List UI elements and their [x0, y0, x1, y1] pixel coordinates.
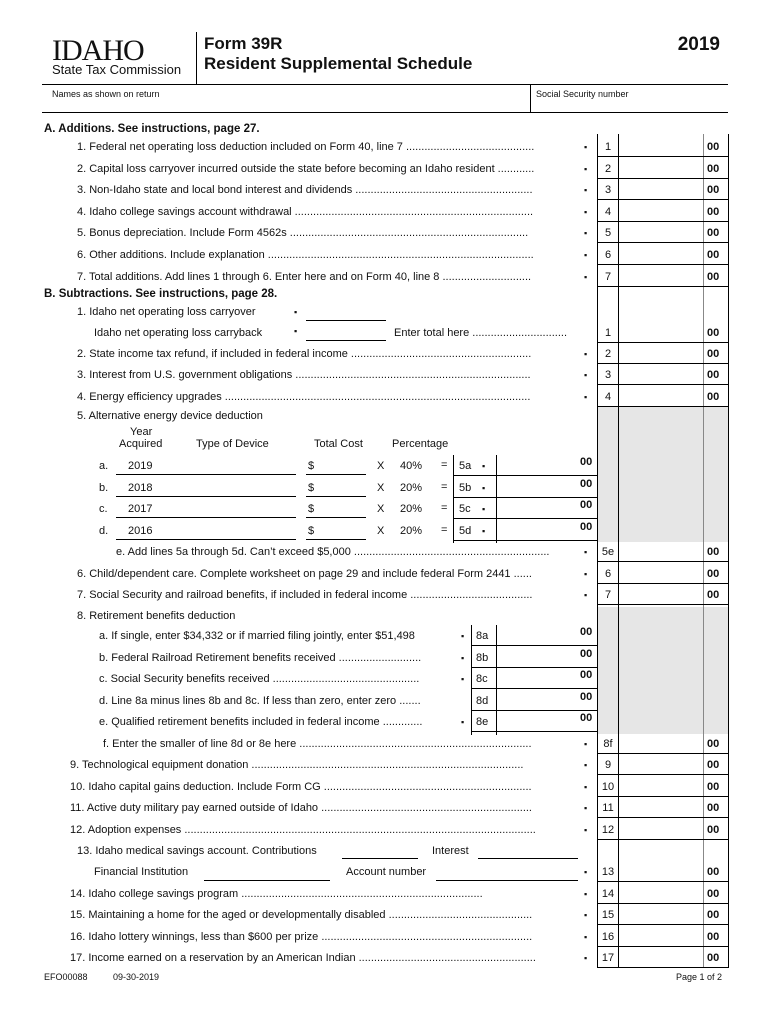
- line-b7-number: 7: [604, 589, 612, 601]
- line-b14-cents: 00: [707, 888, 720, 900]
- bullet: ▪: [584, 547, 588, 557]
- inner-num-line-5: [453, 455, 454, 543]
- line-8b-label: b. Federal Railroad Retirement benefits received ...........................: [99, 651, 422, 664]
- line-b17-label: 17. Income earned on a reservation by an American Indian ..........................................................: [70, 951, 536, 964]
- row-rule: [597, 881, 728, 882]
- line-b16-label: 16. Idaho lottery winnings, less than $600 per prize .....................................................................: [70, 930, 533, 943]
- bullet: ▪: [584, 803, 588, 813]
- line-5a-cents: 00: [580, 456, 593, 468]
- line-5-letter: a.: [99, 460, 109, 472]
- equals-sign: =: [441, 480, 448, 493]
- line-b16-cents: 00: [707, 930, 720, 943]
- bullet: ▪: [482, 504, 486, 514]
- row-rule: [597, 967, 728, 968]
- line-a6-cents: 00: [707, 249, 720, 261]
- row-rule: [597, 406, 728, 407]
- line-a4-cents: 00: [707, 205, 720, 218]
- line-b12-amount-field[interactable]: [622, 820, 702, 838]
- msa-interest-field[interactable]: [478, 858, 578, 859]
- line-b3-amount-field[interactable]: [622, 365, 702, 383]
- line-a7-label: 7. Total additions. Add lines 1 through 6. Enter here and on Form 40, line 8 .............................: [77, 270, 532, 283]
- percentage: 20%: [400, 481, 423, 494]
- total-cost-field[interactable]: [306, 496, 366, 497]
- line-5d-amount-field[interactable]: [498, 521, 574, 539]
- line-b4-cents: 00: [707, 390, 720, 403]
- line-a2-number: 2: [604, 162, 612, 175]
- line-5-year: 2016: [128, 524, 153, 537]
- percentage: 40%: [400, 460, 423, 472]
- line-b1-number: 1: [604, 327, 612, 339]
- line-b16-amount-field[interactable]: [622, 927, 702, 945]
- row-rule: [471, 710, 597, 711]
- total-cost-field[interactable]: [306, 474, 366, 475]
- line-a1-amount-field[interactable]: [622, 137, 702, 155]
- line-8c-amount-field[interactable]: [498, 669, 574, 687]
- total-cost-field[interactable]: [306, 517, 366, 518]
- bullet: ▪: [584, 370, 588, 381]
- row-rule: [597, 753, 728, 754]
- line-b7-cents: 00: [707, 589, 720, 601]
- bullet: ▪: [461, 631, 465, 641]
- line-5d-number: 5d: [459, 524, 472, 537]
- line-b16-number: 16: [601, 930, 615, 943]
- line-5-year: 2019: [128, 460, 153, 472]
- line-b2-cents: 00: [707, 348, 720, 360]
- line-a3-label: 3. Non-Idaho state and local bond interest and dividends ..........................................................: [77, 184, 533, 197]
- row-rule: [453, 540, 597, 541]
- names-label: Names as shown on return: [52, 89, 160, 99]
- header-bottom-rule: [42, 112, 728, 113]
- line-a3-cents: 00: [707, 184, 720, 197]
- bullet: ▪: [584, 824, 588, 835]
- shaded-area-8: [597, 607, 728, 734]
- line-b13-cents: 00: [707, 866, 720, 878]
- line-a5-cents: 00: [707, 227, 720, 240]
- financial-institution-field[interactable]: [204, 880, 330, 881]
- line-8b-number: 8b: [476, 651, 489, 664]
- form-title: [204, 34, 472, 74]
- line-a7-number: 7: [604, 270, 612, 283]
- line-8c-cents: 00: [580, 669, 593, 681]
- row-rule: [597, 199, 728, 200]
- line-b3-number: 3: [604, 369, 612, 382]
- device-type-field[interactable]: [116, 517, 296, 518]
- line-5b-number: 5b: [459, 481, 472, 494]
- line-a1-label: 1. Federal net operating loss deduction included on Form 40, line 7 ..........................................: [77, 141, 535, 153]
- bullet: ▪: [461, 674, 465, 684]
- line-b10-label: 10. Idaho capital gains deduction. Include Form CG ....................................................................: [70, 780, 532, 793]
- form-number: Form 39R: [204, 34, 283, 53]
- line-b5e-number: 5e: [601, 546, 615, 558]
- line-a4-label: 4. Idaho college savings account withdrawal ..............................................................................: [77, 205, 534, 218]
- header-rule: [42, 84, 728, 85]
- row-rule: [597, 242, 728, 243]
- line-a3-amount-field[interactable]: [622, 180, 702, 198]
- line-b12-number: 12: [601, 823, 615, 836]
- line-5d-cents: 00: [580, 520, 593, 533]
- line-8c-number: 8c: [476, 673, 488, 685]
- bullet: ▪: [584, 185, 588, 196]
- bullet: ▪: [482, 525, 486, 536]
- line-8d-label: d. Line 8a minus lines 8b and 8c. If less than zero, enter zero .......: [99, 694, 421, 707]
- bullet: ▪: [294, 307, 298, 317]
- row-rule: [597, 384, 728, 385]
- device-type-field[interactable]: [116, 496, 296, 497]
- form-code: EFO00088: [44, 972, 88, 982]
- row-rule: [453, 518, 597, 519]
- form-name: Resident Supplemental Schedule: [204, 54, 473, 73]
- bullet: ▪: [461, 717, 465, 727]
- row-rule: [597, 817, 728, 818]
- dollar-sign: $: [308, 481, 315, 494]
- bullet: ▪: [584, 781, 588, 792]
- agency-name: State Tax Commission: [52, 62, 182, 77]
- row-rule: [597, 221, 728, 222]
- line-b5-label: 5. Alternative energy device deduction: [77, 410, 263, 422]
- line-b9-number: 9: [604, 759, 612, 771]
- col-type: Type of Device: [196, 438, 269, 450]
- ssn-divider: [530, 84, 531, 112]
- page-number: Page 1 of 2: [676, 972, 723, 982]
- line-b2-amount-field[interactable]: [622, 344, 702, 362]
- line-a6-number: 6: [604, 249, 612, 261]
- times-sign: X: [377, 524, 385, 537]
- line-b10-number: 10: [601, 780, 615, 793]
- row-rule: [597, 286, 728, 287]
- line-8e-cents: 00: [580, 712, 593, 724]
- bullet: ▪: [584, 931, 588, 942]
- dollar-sign: $: [308, 524, 315, 537]
- line-b8f-amount-field[interactable]: [622, 734, 702, 752]
- line-a5-label: 5. Bonus depreciation. Include Form 4562s ..............................................................................: [77, 227, 529, 240]
- line-b15-amount-field[interactable]: [622, 905, 702, 923]
- line-b17-cents: 00: [707, 951, 720, 964]
- line-5-year: 2018: [128, 481, 153, 494]
- ssn-field[interactable]: [540, 98, 720, 112]
- line-b3-cents: 00: [707, 369, 720, 382]
- line-5-year: 2017: [128, 503, 153, 515]
- nol-carryback-field[interactable]: [306, 340, 386, 341]
- line-8b-cents: 00: [580, 647, 593, 660]
- line-b12-label: 12. Adoption expenses ...................................................................................................................: [70, 823, 536, 836]
- line-b10-cents: 00: [707, 780, 720, 793]
- line-b3-label: 3. Interest from U.S. government obligations .............................................................................: [77, 369, 531, 382]
- line-b11-label: 11. Active duty military pay earned outside of Idaho .....................................................................: [70, 802, 532, 814]
- line-8d-amount-field[interactable]: [498, 691, 574, 709]
- line-b1-carryover-label: 1. Idaho net operating loss carryover: [77, 306, 256, 318]
- line-5c-number: 5c: [459, 503, 471, 515]
- col-pct: Percentage: [392, 438, 449, 450]
- line-b1-cents: 00: [707, 327, 720, 339]
- line-a3-number: 3: [604, 184, 612, 197]
- line-b14-number: 14: [601, 888, 615, 900]
- amount-column-line: [618, 134, 619, 968]
- cents-column-line: [703, 134, 704, 968]
- line-b5e-amount-field[interactable]: [622, 542, 702, 560]
- line-b8f-cents: 00: [707, 738, 720, 750]
- times-sign: X: [377, 460, 385, 472]
- bullet: ▪: [584, 250, 588, 260]
- line-b11-cents: 00: [707, 802, 720, 814]
- line-b8f-number: 8f: [603, 738, 613, 750]
- line-a6-label: 6. Other additions. Include explanation .......................................................................................: [77, 249, 534, 261]
- equals-sign: =: [441, 459, 448, 471]
- row-rule: [597, 561, 728, 562]
- line-b8-label: 8. Retirement benefits deduction: [77, 610, 236, 622]
- device-type-field[interactable]: [116, 539, 296, 540]
- row-rule: [597, 774, 728, 775]
- col-year-2: Acquired: [119, 438, 163, 450]
- percentage: 20%: [400, 524, 423, 537]
- inner-amount-line-5: [496, 455, 497, 543]
- line-a2-cents: 00: [707, 162, 720, 175]
- bullet: ▪: [482, 461, 486, 471]
- row-rule: [453, 497, 597, 498]
- line-a7-amount-field[interactable]: [622, 267, 702, 285]
- bullet: ▪: [584, 391, 588, 402]
- bullet: ▪: [584, 228, 588, 239]
- section-b-title: B. Subtractions. See instructions, page 28.: [44, 288, 278, 300]
- bullet: ▪: [584, 349, 588, 359]
- line-b7-amount-field[interactable]: [622, 585, 702, 603]
- inner-num-line-8: [471, 625, 472, 735]
- line-a1-number: 1: [604, 141, 612, 153]
- row-rule: [597, 156, 728, 157]
- bullet: ▪: [294, 326, 298, 336]
- inner-amount-line-8: [496, 625, 497, 735]
- line-b4-number: 4: [604, 390, 612, 403]
- row-rule: [597, 363, 728, 364]
- line-b13-label: 13. Idaho medical savings account. Contributions: [77, 845, 317, 857]
- header-divider: [196, 32, 197, 84]
- line-a6-amount-field[interactable]: [622, 245, 702, 263]
- row-rule: [597, 178, 728, 179]
- equals-sign: =: [441, 523, 448, 536]
- line-a2-amount-field[interactable]: [622, 159, 702, 177]
- row-rule: [471, 688, 597, 689]
- line-b1-total-label: Enter total here ...............................: [394, 327, 568, 339]
- line-b1-carryback-label: Idaho net operating loss carryback: [94, 327, 263, 339]
- line-8e-label: e. Qualified retirement benefits included in federal income .............: [99, 716, 423, 728]
- dollar-sign: $: [308, 503, 315, 515]
- percentage: 20%: [400, 503, 423, 515]
- tax-year: 2019: [677, 34, 720, 55]
- row-rule: [597, 264, 728, 265]
- row-rule: [597, 604, 728, 605]
- nol-carryover-field[interactable]: [306, 320, 386, 321]
- line-a5-number: 5: [604, 227, 612, 240]
- row-rule: [597, 946, 728, 947]
- idaho-logo: IDAHO: [52, 34, 144, 67]
- line-b15-label: 15. Maintaining a home for the aged or developmentally disabled ...............................................: [70, 909, 533, 922]
- line-5-letter: b.: [99, 481, 109, 494]
- line-b9-amount-field[interactable]: [622, 755, 702, 773]
- line-8e-number: 8e: [476, 716, 489, 728]
- total-cost-field[interactable]: [306, 539, 366, 540]
- line-8d-cents: 00: [580, 690, 593, 703]
- row-rule: [597, 924, 728, 925]
- line-a2-label: 2. Capital loss carryover incurred outside the state before becoming an Idaho resident ............: [77, 162, 535, 175]
- line-5a-amount-field[interactable]: [498, 456, 574, 474]
- bullet: ▪: [584, 867, 588, 877]
- line-a4-amount-field[interactable]: [622, 202, 702, 220]
- line-5c-cents: 00: [580, 499, 593, 511]
- line-b14-label: 14. Idaho college savings program ...............................................................................: [70, 888, 483, 900]
- line-8d-number: 8d: [476, 694, 489, 707]
- row-rule: [453, 475, 597, 476]
- line-b11-number: 11: [602, 802, 614, 814]
- row-rule: [597, 583, 728, 584]
- line-5b-amount-field[interactable]: [498, 478, 574, 496]
- row-rule: [471, 667, 597, 668]
- line-8e-amount-field[interactable]: [498, 712, 574, 730]
- line-8a-amount-field[interactable]: [498, 626, 574, 644]
- bullet: ▪: [584, 271, 588, 282]
- line-b17-number: 17: [601, 951, 615, 964]
- line-b6-cents: 00: [707, 568, 720, 580]
- bullet: ▪: [482, 482, 486, 493]
- line-b4-label: 4. Energy efficiency upgrades ....................................................................................................: [77, 390, 531, 403]
- device-type-field[interactable]: [116, 474, 296, 475]
- names-field[interactable]: [70, 98, 520, 112]
- bullet: ▪: [584, 163, 588, 174]
- line-b6-amount-field[interactable]: [622, 564, 702, 582]
- line-b6-label: 6. Child/dependent care. Complete worksheet on page 29 and include federal Form 2441 ......: [77, 568, 532, 580]
- line-b4-amount-field[interactable]: [622, 387, 702, 405]
- line-5a-number: 5a: [459, 460, 472, 472]
- bullet: ▪: [584, 889, 588, 899]
- line-b13-acct-label: Account number: [346, 866, 427, 878]
- line-b9-label: 9. Technological equipment donation .........................................................................................: [70, 759, 524, 771]
- right-border: [728, 134, 729, 968]
- equals-sign: =: [441, 502, 448, 514]
- line-a7-cents: 00: [707, 270, 720, 283]
- row-rule: [597, 903, 728, 904]
- bullet: ▪: [584, 590, 588, 600]
- bullet: ▪: [584, 910, 588, 921]
- line-b12-cents: 00: [707, 823, 720, 836]
- line-a5-amount-field[interactable]: [622, 223, 702, 241]
- section-a-title: A. Additions. See instructions, page 27.: [44, 123, 260, 135]
- row-rule: [597, 342, 728, 343]
- line-5-letter: c.: [99, 503, 108, 515]
- line-8a-number: 8a: [476, 630, 489, 642]
- ssn-label: Social Security number: [536, 89, 629, 99]
- line-b2-label: 2. State income tax refund, if included in federal income ...........................................................: [77, 348, 532, 360]
- msa-contributions-field[interactable]: [342, 858, 418, 859]
- line-b11-amount-field[interactable]: [622, 798, 702, 816]
- line-8a-label: a. If single, enter $34,332 or if married filing jointly, enter $51,498: [99, 630, 415, 642]
- line-b10-amount-field[interactable]: [622, 777, 702, 795]
- bullet: ▪: [584, 952, 588, 963]
- line-8b-amount-field[interactable]: [498, 648, 574, 666]
- bullet: ▪: [584, 760, 588, 770]
- line-b5e-label: e. Add lines 5a through 5d. Can’t exceed $5,000 ................................................................: [116, 546, 550, 558]
- line-5-letter: d.: [99, 524, 109, 537]
- line-b7-label: 7. Social Security and railroad benefits, if included in federal income ........................................: [77, 589, 533, 601]
- line-b5e-cents: 00: [707, 546, 720, 558]
- bullet: ▪: [584, 206, 588, 217]
- line-b9-cents: 00: [707, 759, 720, 771]
- line-8c-label: c. Social Security benefits received ................................................: [99, 673, 420, 685]
- line-a1-cents: 00: [707, 141, 720, 153]
- account-number-field[interactable]: [436, 880, 578, 881]
- bullet: ▪: [584, 569, 588, 579]
- row-rule: [471, 645, 597, 646]
- col-year-1: Year: [130, 426, 153, 438]
- line-b13-fi-label: Financial Institution: [94, 866, 189, 878]
- line-b13-number: 13: [601, 866, 615, 878]
- line-5b-cents: 00: [580, 477, 593, 490]
- bullet: ▪: [461, 652, 465, 663]
- bullet: ▪: [584, 142, 588, 152]
- line-8a-cents: 00: [580, 626, 593, 638]
- times-sign: X: [377, 503, 385, 515]
- col-cost: Total Cost: [314, 438, 363, 450]
- row-rule: [597, 839, 728, 840]
- line-5c-amount-field[interactable]: [498, 499, 574, 517]
- dollar-sign: $: [308, 460, 315, 472]
- line-b15-number: 15: [601, 909, 615, 922]
- line-b13-interest-label: Interest: [432, 845, 469, 857]
- line-b17-amount-field[interactable]: [622, 948, 702, 966]
- shaded-area-5: [597, 407, 728, 542]
- line-b6-number: 6: [604, 568, 612, 580]
- line-b15-cents: 00: [707, 909, 720, 922]
- times-sign: X: [377, 481, 385, 494]
- line-b14-amount-field[interactable]: [622, 884, 702, 902]
- line-b2-number: 2: [604, 348, 612, 360]
- row-rule: [471, 731, 597, 732]
- line-a4-number: 4: [604, 205, 612, 218]
- revision-date: 09-30-2019: [113, 972, 160, 982]
- bullet: ▪: [584, 739, 588, 749]
- row-rule: [597, 796, 728, 797]
- line-b8f-label: f. Enter the smaller of line 8d or 8e here ............................................................................: [103, 738, 532, 750]
